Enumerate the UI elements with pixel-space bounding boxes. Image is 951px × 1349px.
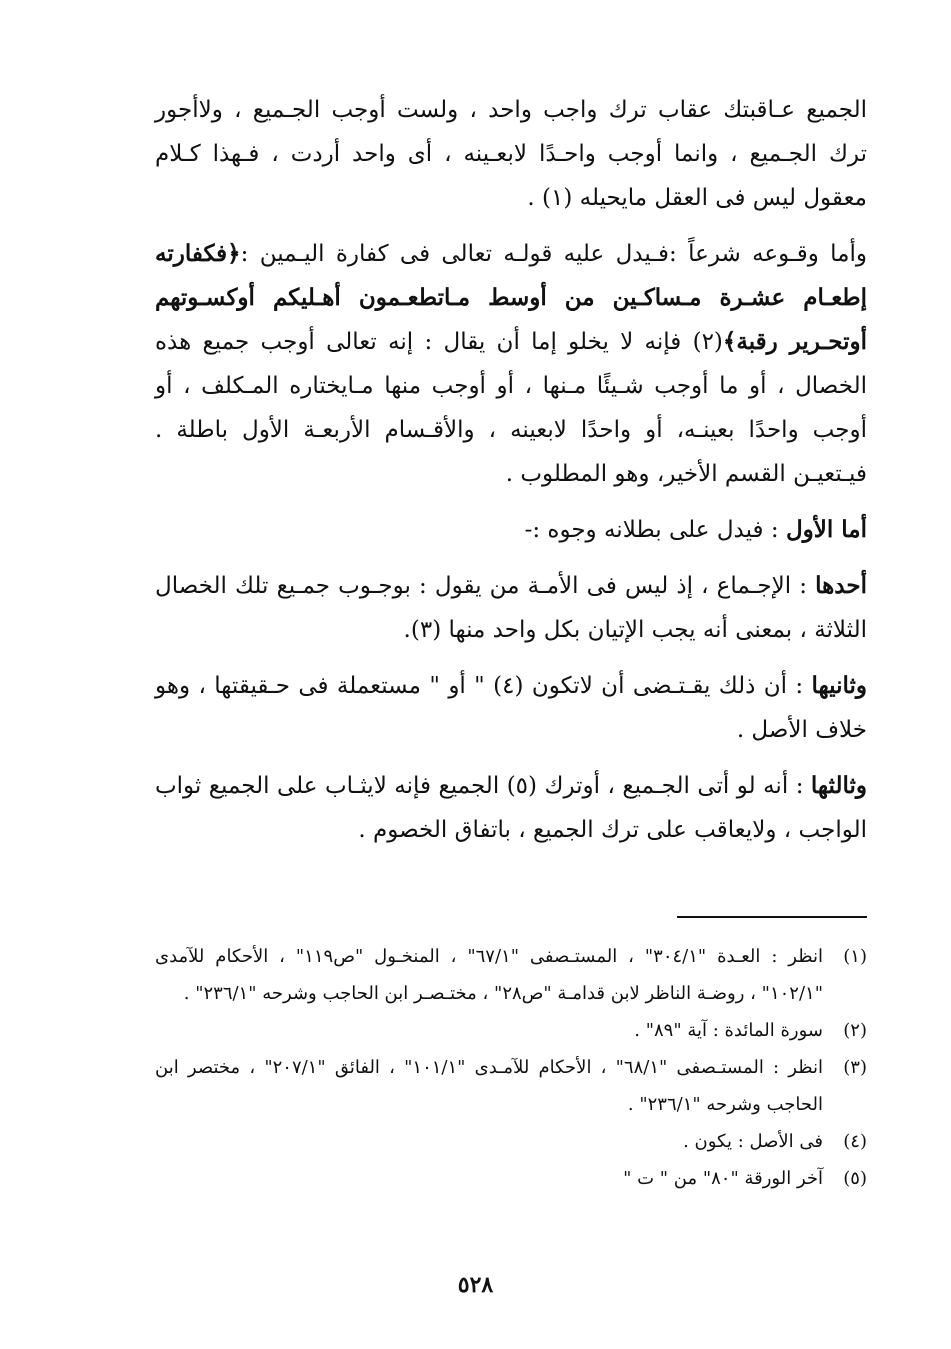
footnote-text: انظر : المستـصفى "٦٨/١" ، الأحكام للآمـدى "١٠١/١" ، الفائق "٢٠٧/١" ، مختصر ابن الحاجب وشرحه "٢٣٦/١" . <box>155 1057 823 1115</box>
footnote-text: آخر الورقة "٨٠" من " ت " <box>623 1168 823 1189</box>
paragraph-1 <box>155 88 867 220</box>
footnote-ref-3[interactable]: (٣) <box>410 617 442 643</box>
footnote-ref-2[interactable]: (٢) <box>692 329 723 355</box>
footnote-number: (١) <box>843 946 867 967</box>
footnote-number: (٣) <box>843 1057 867 1078</box>
text-run: : الإجـماع ، إذ ليس فى الأمـة من يقول : بوجـوب جمـيع تلك الخصال الثلاثة ، بمعنى أنه يجب الإتيان بكل واحد منها <box>155 573 867 643</box>
footnote-1 <box>155 938 867 1012</box>
point-heading: وثانيها <box>811 672 867 699</box>
paragraph-4 <box>155 564 867 652</box>
text-run: فإنه لا يخلو إما أن يقال : إنه تعالى أوجب جميع هذه الخصال ، أو ما أوجب شـيئًا مـنها ، أو أوجب منها مـايختاره المـكلف ، أو أوجب واحدًا بعينـه، أو واحدًا لابعينه ، والأقـسام الأربعـة الأول باطلة . فيـتعيـن القسم الأخير، وهو المطلوب . <box>155 329 867 487</box>
footnote-ref-4[interactable]: (٤) <box>493 673 524 699</box>
footnote-4 <box>155 1123 867 1160</box>
footnote-text: سورة المائدة : آية "٨٩" . <box>634 1020 823 1041</box>
footnote-3 <box>155 1049 867 1123</box>
footnote-ref-1[interactable]: (١) <box>542 185 573 211</box>
text-run: وأما وقـوعه شرعاً :فـيدل عليه قولـه تعالى فى كفارة اليـمين : <box>240 241 867 267</box>
footnote-2 <box>155 1012 867 1049</box>
text-run: الجميع فإنه لايثـاب على الجميع ثواب الواجب ، ولايعاقب على ترك الجميع ، باتفاق الخصوم . <box>155 773 867 843</box>
footnote-text: انظر : العـدة "٣٠٤/١" ، المستـصفى "٦٧/١" ، المنخـول "ص١١٩" ، الأحكام للآمدى "١٠٢/١" ، روضـة الناظر لابن قدامـة "ص٢٨" ، مختـصـر ابن الحاجب وشرحه "٢٣٦/١" . <box>155 946 823 1004</box>
text-run: : أنه لو أتى الجـميع ، أوترك <box>537 773 811 799</box>
footnotes <box>155 938 867 1197</box>
paragraph-6 <box>155 764 867 852</box>
text-run: الجميع عـاقبتك عقاب ترك واجب واحد ، ولست أوجب الجـميع ، ولاأجور ترك الجـميع ، وانما أوجب واحـدًا لابعـينه ، أى واحد أردت ، فـهذا كـلام معقول ليس فى العقل مايحيله <box>155 97 867 211</box>
text-run: . <box>527 185 543 211</box>
paragraph-5 <box>155 664 867 752</box>
footnote-ref-5[interactable]: (٥) <box>506 773 538 799</box>
text-run: " أو " مستعملة فى حـقيقتها ، وهو خلاف الأصل . <box>155 673 867 743</box>
point-heading: أحدها <box>815 572 867 599</box>
paragraph-3 <box>155 508 867 552</box>
text-run: . <box>403 617 411 643</box>
main-text <box>155 88 867 864</box>
text-run: : أن ذلك يقـتـضى أن لاتكون <box>523 673 812 699</box>
footnote-separator <box>677 916 867 918</box>
footnote-number: (٤) <box>843 1131 867 1152</box>
footnote-text: فى الأصل : يكون . <box>683 1131 823 1152</box>
quran-quote: ﴿فكفارته إطعـام عشـرة مـساكـين من أوسط مـاتطعـمون أهـليكم أوكسـوتهم أوتحـرير رقبة﴾ <box>155 240 868 355</box>
page-number: ٥٢٨ <box>457 1272 494 1298</box>
text-run: : فيدل على بطلانه وجوه :- <box>524 517 786 543</box>
section-heading: أما الأول <box>785 516 867 543</box>
point-heading: وثالثها <box>810 772 867 799</box>
footnote-number: (٥) <box>843 1168 867 1189</box>
footnote-number: (٢) <box>843 1020 867 1041</box>
footnote-5 <box>155 1160 867 1197</box>
paragraph-2 <box>155 232 867 496</box>
